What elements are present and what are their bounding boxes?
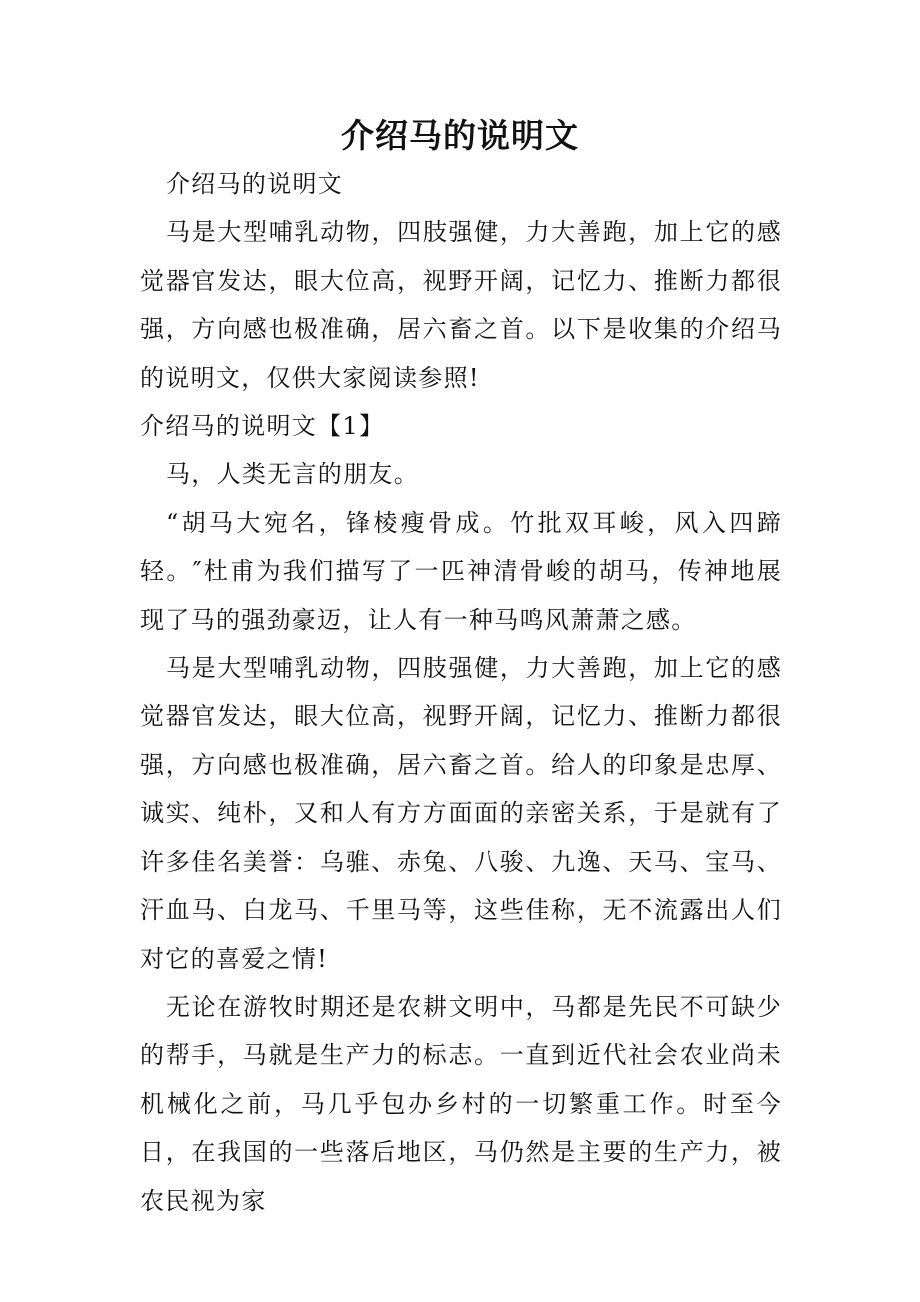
intro-paragraph: 马是大型哺乳动物，四肢强健，力大善跑，加上它的感觉器官发达，眼大位高，视野开阔，记忆力、推断力都很强，方向感也极准确，居六畜之首。以下是收集的介绍马的说明文，仅供大家阅读参照!	[140, 218, 782, 392]
section-heading: 介绍马的说明文【1】	[140, 412, 385, 441]
paragraph-4: 无论在游牧时期还是农耕文明中，马都是先民不可缺少的帮手，马就是生产力的标志。一直到近代社会农业尚未机械化之前，马几乎包办乡村的一切繁重工作。时至今日，在我国的一些落后地区，马仍然是主要的生产力，被农民视为家	[140, 992, 782, 1215]
document-subtitle: 介绍马的说明文	[166, 170, 344, 198]
paragraph-3: 马是大型哺乳动物，四肢强健，力大善跑，加上它的感觉器官发达，眼大位高，视野开阔，记忆力、推断力都很强，方向感也极准确，居六畜之首。给人的印象是忠厚、诚实、纯朴，又和人有方方面面的亲密关系，于是就有了许多佳名美誉：乌骓、赤兔、八骏、九逸、天马、宝马、汗血马、白龙马、千里马等，这些佳称，无不流露出人们对它的喜爱之情!	[140, 654, 782, 973]
paragraph-2: “胡马大宛名，锋棱瘦骨成。竹批双耳峻，风入四蹄轻。″杜甫为我们描写了一匹神清骨峻的胡马，传神地展现了马的强劲豪迈，让人有一种马鸣风萧萧之感。	[140, 508, 782, 634]
document-title: 介绍马的说明文	[341, 116, 579, 155]
document-body	[140, 160, 782, 1225]
paragraph-1: 马，人类无言的朋友。	[166, 460, 419, 489]
